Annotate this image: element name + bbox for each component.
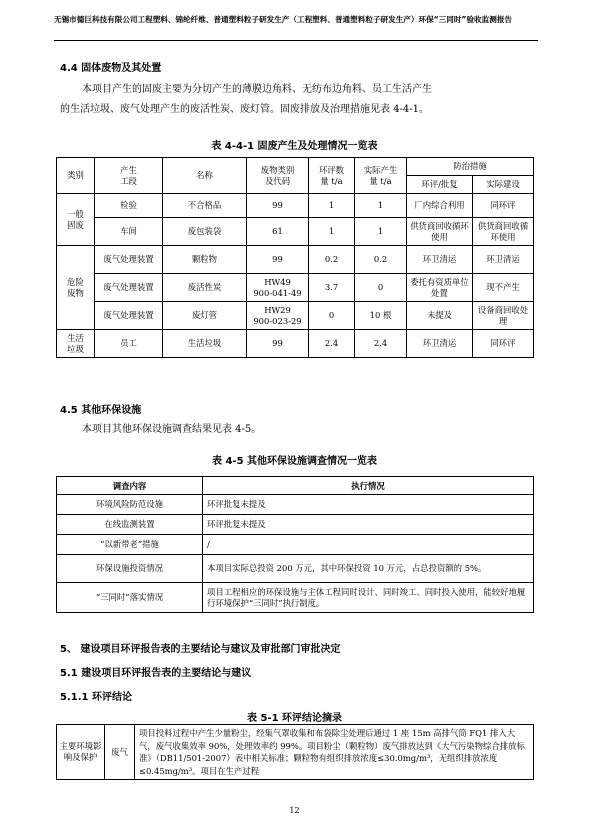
cell-name: 颗粒物 bbox=[163, 246, 247, 274]
table-row bbox=[57, 274, 534, 302]
cell-build: 环卫清运 bbox=[473, 246, 534, 274]
header-process: 产生 工段 bbox=[95, 158, 163, 194]
cell-actual: 1 bbox=[355, 194, 407, 218]
cell-status: 环评批复未提及 bbox=[203, 515, 534, 535]
header-actual-qty: 实际产生 量 t/a bbox=[355, 158, 407, 194]
cell-name: 不合格品 bbox=[163, 194, 247, 218]
table-row bbox=[57, 555, 534, 583]
cell-status: 项目工程相应的环保设施与主体工程同时设计、同时竣工、同时投入使用，能较好地履行环境保护“三同时”执行制度。 bbox=[203, 583, 534, 613]
table-4-5-caption: 表 4-5 其他环保设施调查情况一览表 bbox=[211, 456, 378, 467]
cell-label: 主要环境影响及保护 bbox=[57, 725, 105, 780]
cell-actual: 2.4 bbox=[355, 330, 407, 358]
section-4-4-title: 4.4 固体废物及其处置 bbox=[60, 63, 162, 74]
section-5-1-title: 5.1 建设项目环评报告表的主要结论与建议 bbox=[60, 668, 252, 679]
table-row bbox=[57, 515, 534, 535]
table-row bbox=[57, 246, 534, 274]
cell-actual: 0 bbox=[355, 274, 407, 302]
cell-approval: 厂内综合利用 bbox=[407, 194, 473, 218]
table-row bbox=[57, 194, 534, 218]
section-4-5-para: 本项目其他环保设施调查结果见表 4-5。 bbox=[82, 424, 262, 435]
cell-name: 废活性炭 bbox=[163, 274, 247, 302]
section-4-4-para-line2: 的生活垃圾、废气处理产生的废活性炭、废灯管。固废排放及治理措施见表 4-4-1。 bbox=[60, 104, 430, 115]
cell-code: 99 bbox=[247, 194, 309, 218]
table-row bbox=[57, 218, 534, 246]
group-domestic: 生活 垃圾 bbox=[57, 330, 95, 358]
cell-eia: 2.4 bbox=[309, 330, 355, 358]
cell-status: 环评批复未提及 bbox=[203, 495, 534, 515]
cell-eia: 3.7 bbox=[309, 274, 355, 302]
cell-approval: 委托有资质单位处置 bbox=[407, 274, 473, 302]
solid-waste-table bbox=[56, 157, 534, 358]
cell-build: 现不产生 bbox=[473, 274, 534, 302]
cell-text: 项目投料过程中产生少量粉尘，经集气罩收集和布袋除尘处理后通过 1 座 15m 高排气筒 FQ1 排入大气，废气收集效率 90%，处理效率约 99%。项目粉尘（颗粒物）废气排放达到《大气污染物综合排放标准》（DB11/501-2007）表中相关标准；颗粒物有组织排放浓度≤30.0mg/m³，无组织排放浓度≤0.45mg/m³。项目在生产过程 bbox=[135, 725, 534, 780]
cell-approval: 环卫清运 bbox=[407, 330, 473, 358]
cell-name: 生活垃圾 bbox=[163, 330, 247, 358]
cell-process: 废气处理装置 bbox=[95, 274, 163, 302]
cell-eia: 1 bbox=[309, 218, 355, 246]
section-5-title: 5、 建设项目环评报告表的主要结论与建议及审批部门审批决定 bbox=[60, 644, 341, 655]
table-row bbox=[57, 535, 534, 555]
cell-name: 废包装袋 bbox=[163, 218, 247, 246]
cell-process: 废气处理装置 bbox=[95, 246, 163, 274]
cell-process: 检验 bbox=[95, 194, 163, 218]
page-header: 无锡市德巨科技有限公司工程塑料、锦纶纤维、普通塑料粒子研发生产（工程塑料、普通塑料粒子研发生产）环保“三同时”验收监测报告 bbox=[54, 15, 513, 24]
group-general: 一般 固废 bbox=[57, 194, 95, 246]
cell-approval: 未提及 bbox=[407, 302, 473, 330]
section-5-1-1-title: 5.1.1 环评结论 bbox=[60, 692, 132, 703]
eia-conclusion-table bbox=[56, 724, 534, 780]
header-actual-build: 实际建设 bbox=[473, 176, 534, 194]
cell-status: / bbox=[203, 535, 534, 555]
group-hazardous: 危险 废物 bbox=[57, 246, 95, 330]
header-content: 调查内容 bbox=[57, 477, 203, 495]
cell-build: 设备商回收处理 bbox=[473, 302, 534, 330]
table-row bbox=[57, 725, 534, 780]
cell-actual: 1 bbox=[355, 218, 407, 246]
cell-build: 供货商回收循环使用 bbox=[473, 218, 534, 246]
header-rule bbox=[54, 40, 538, 41]
table-row bbox=[57, 495, 534, 515]
table-4-4-1-caption: 表 4-4-1 固废产生及处理情况一览表 bbox=[211, 141, 378, 152]
cell-status: 本项目实际总投资 200 万元，其中环保投资 10 万元，占总投资额的 5%。 bbox=[203, 555, 534, 583]
page-number: 12 bbox=[289, 806, 300, 815]
cell-sub: 废气 bbox=[105, 725, 135, 780]
cell-actual: 0.2 bbox=[355, 246, 407, 274]
header-eia-qty: 环评数 量 t/a bbox=[309, 158, 355, 194]
cell-name: 废灯管 bbox=[163, 302, 247, 330]
cell-eia: 0 bbox=[309, 302, 355, 330]
header-category: 类别 bbox=[57, 158, 95, 194]
header-name: 名称 bbox=[163, 158, 247, 194]
cell-content: “三同时”落实情况 bbox=[57, 583, 203, 613]
cell-content: 在线监测装置 bbox=[57, 515, 203, 535]
cell-process: 车间 bbox=[95, 218, 163, 246]
cell-content: “以新带老”措施 bbox=[57, 535, 203, 555]
cell-eia: 0.2 bbox=[309, 246, 355, 274]
cell-code: 61 bbox=[247, 218, 309, 246]
cell-build: 同环评 bbox=[473, 194, 534, 218]
other-facilities-table bbox=[56, 476, 534, 613]
cell-code: 99 bbox=[247, 246, 309, 274]
cell-approval: 供货商回收循环使用 bbox=[407, 218, 473, 246]
table-5-1-caption: 表 5-1 环评结论摘录 bbox=[246, 713, 343, 724]
header-status: 执行情况 bbox=[203, 477, 534, 495]
table-row bbox=[57, 330, 534, 358]
table-row bbox=[57, 302, 534, 330]
cell-approval: 环卫清运 bbox=[407, 246, 473, 274]
header-code: 废物类别 及代码 bbox=[247, 158, 309, 194]
cell-process: 废气处理装置 bbox=[95, 302, 163, 330]
cell-build: 同环评 bbox=[473, 330, 534, 358]
header-measures: 防治措施 bbox=[407, 158, 534, 176]
cell-code: HW29 900-023-29 bbox=[247, 302, 309, 330]
section-4-5-title: 4.5 其他环保设施 bbox=[60, 405, 142, 416]
section-4-4-para-line1: 本项目产生的固废主要为分切产生的薄膜边角料、无纺布边角料、员工生活产生 bbox=[82, 84, 432, 95]
table-row bbox=[57, 583, 534, 613]
cell-content: 环保设施投资情况 bbox=[57, 555, 203, 583]
header-eia-approval: 环评/批复 bbox=[407, 176, 473, 194]
cell-code: 99 bbox=[247, 330, 309, 358]
cell-eia: 1 bbox=[309, 194, 355, 218]
cell-actual: 10 根 bbox=[355, 302, 407, 330]
cell-process: 员工 bbox=[95, 330, 163, 358]
cell-content: 环境风险防范设施 bbox=[57, 495, 203, 515]
cell-code: HW49 900-041-49 bbox=[247, 274, 309, 302]
